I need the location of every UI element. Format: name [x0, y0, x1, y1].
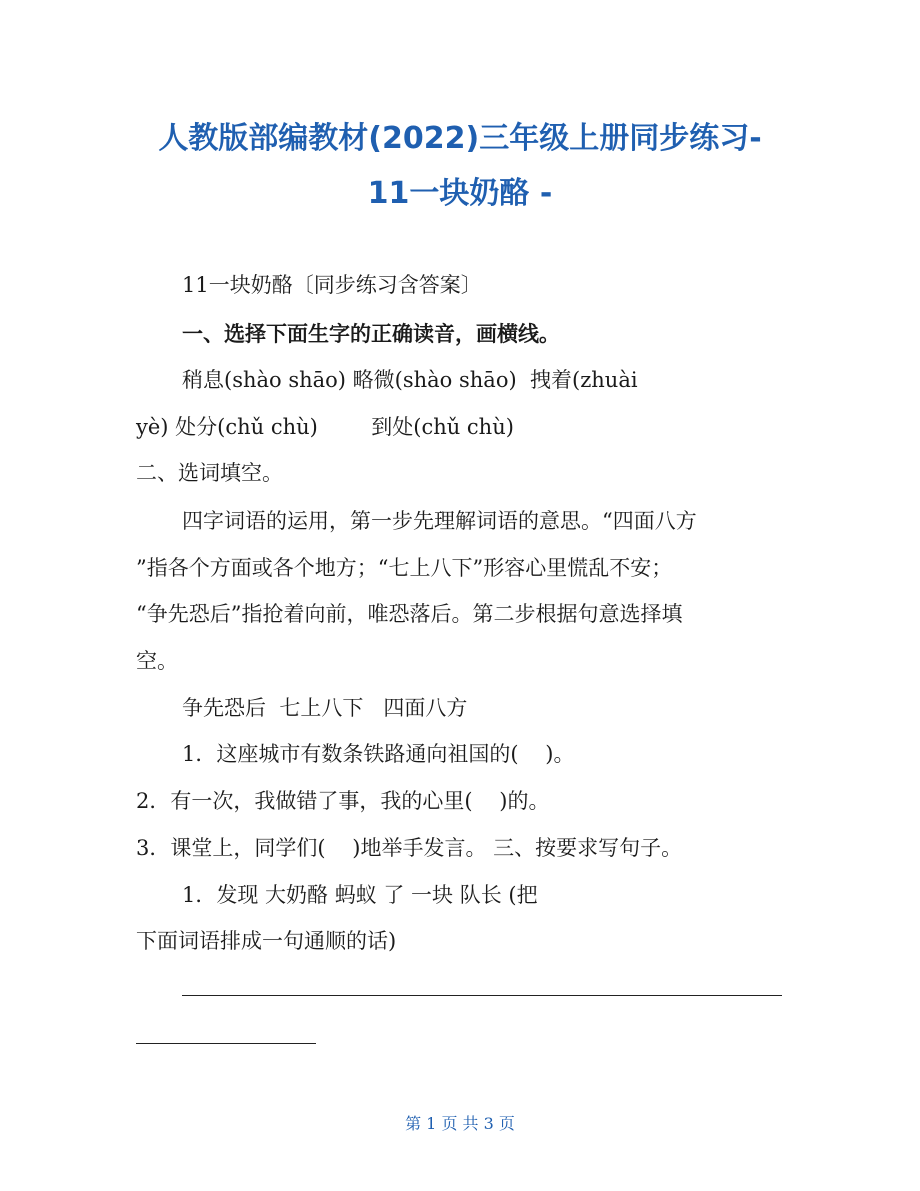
section2-paragraph-line1: 四字词语的运用，第一步先理解词语的意思。“四面八方: [182, 509, 697, 533]
section3-question1-line2: 下面词语排成一句通顺的话): [136, 929, 397, 953]
section3-question1-line1: 1．发现 大奶酪 蚂蚁 了 一块 队长 (把: [182, 883, 538, 907]
section2-paragraph-line2: ”指各个方面或各个地方；“七上八下”形容心里慌乱不安；: [136, 556, 673, 580]
subtitle: 11一块奶酪〔同步练习含答案〕: [182, 273, 482, 297]
answer-blank-line1: [182, 995, 782, 996]
section1-pinyin-line1: 稍息(shào shāo) 略微(shào shāo) 拽着(zhuài: [182, 368, 638, 392]
section1-heading: 一、选择下面生字的正确读音，画横线。: [182, 321, 560, 346]
question-1: 1．这座城市有数条铁路通向祖国的( )。: [182, 742, 575, 766]
section2-paragraph-line4: 空。: [136, 649, 178, 673]
document-title-line1: 人教版部编教材(2022)三年级上册同步练习-: [158, 121, 762, 156]
page-footer: 第 1 页 共 3 页: [405, 1114, 515, 1133]
question-2: 2．有一次，我做错了事，我的心里( )的。: [136, 789, 550, 813]
word-choices: 争先恐后 七上八下 四面八方: [182, 696, 468, 720]
section1-pinyin-line2: yè) 处分(chǔ chù) 到处(chǔ chù): [136, 415, 514, 439]
question-3: 3．课堂上，同学们( )地举手发言。 三、按要求写句子。: [136, 836, 683, 860]
answer-blank-line2: [136, 1043, 316, 1044]
section2-heading: 二、选词填空。: [136, 461, 283, 485]
document-title-line2: 11一块奶酪 -: [367, 176, 553, 211]
section2-paragraph-line3: “争先恐后”指抢着向前，唯恐落后。第二步根据句意选择填: [136, 602, 683, 626]
